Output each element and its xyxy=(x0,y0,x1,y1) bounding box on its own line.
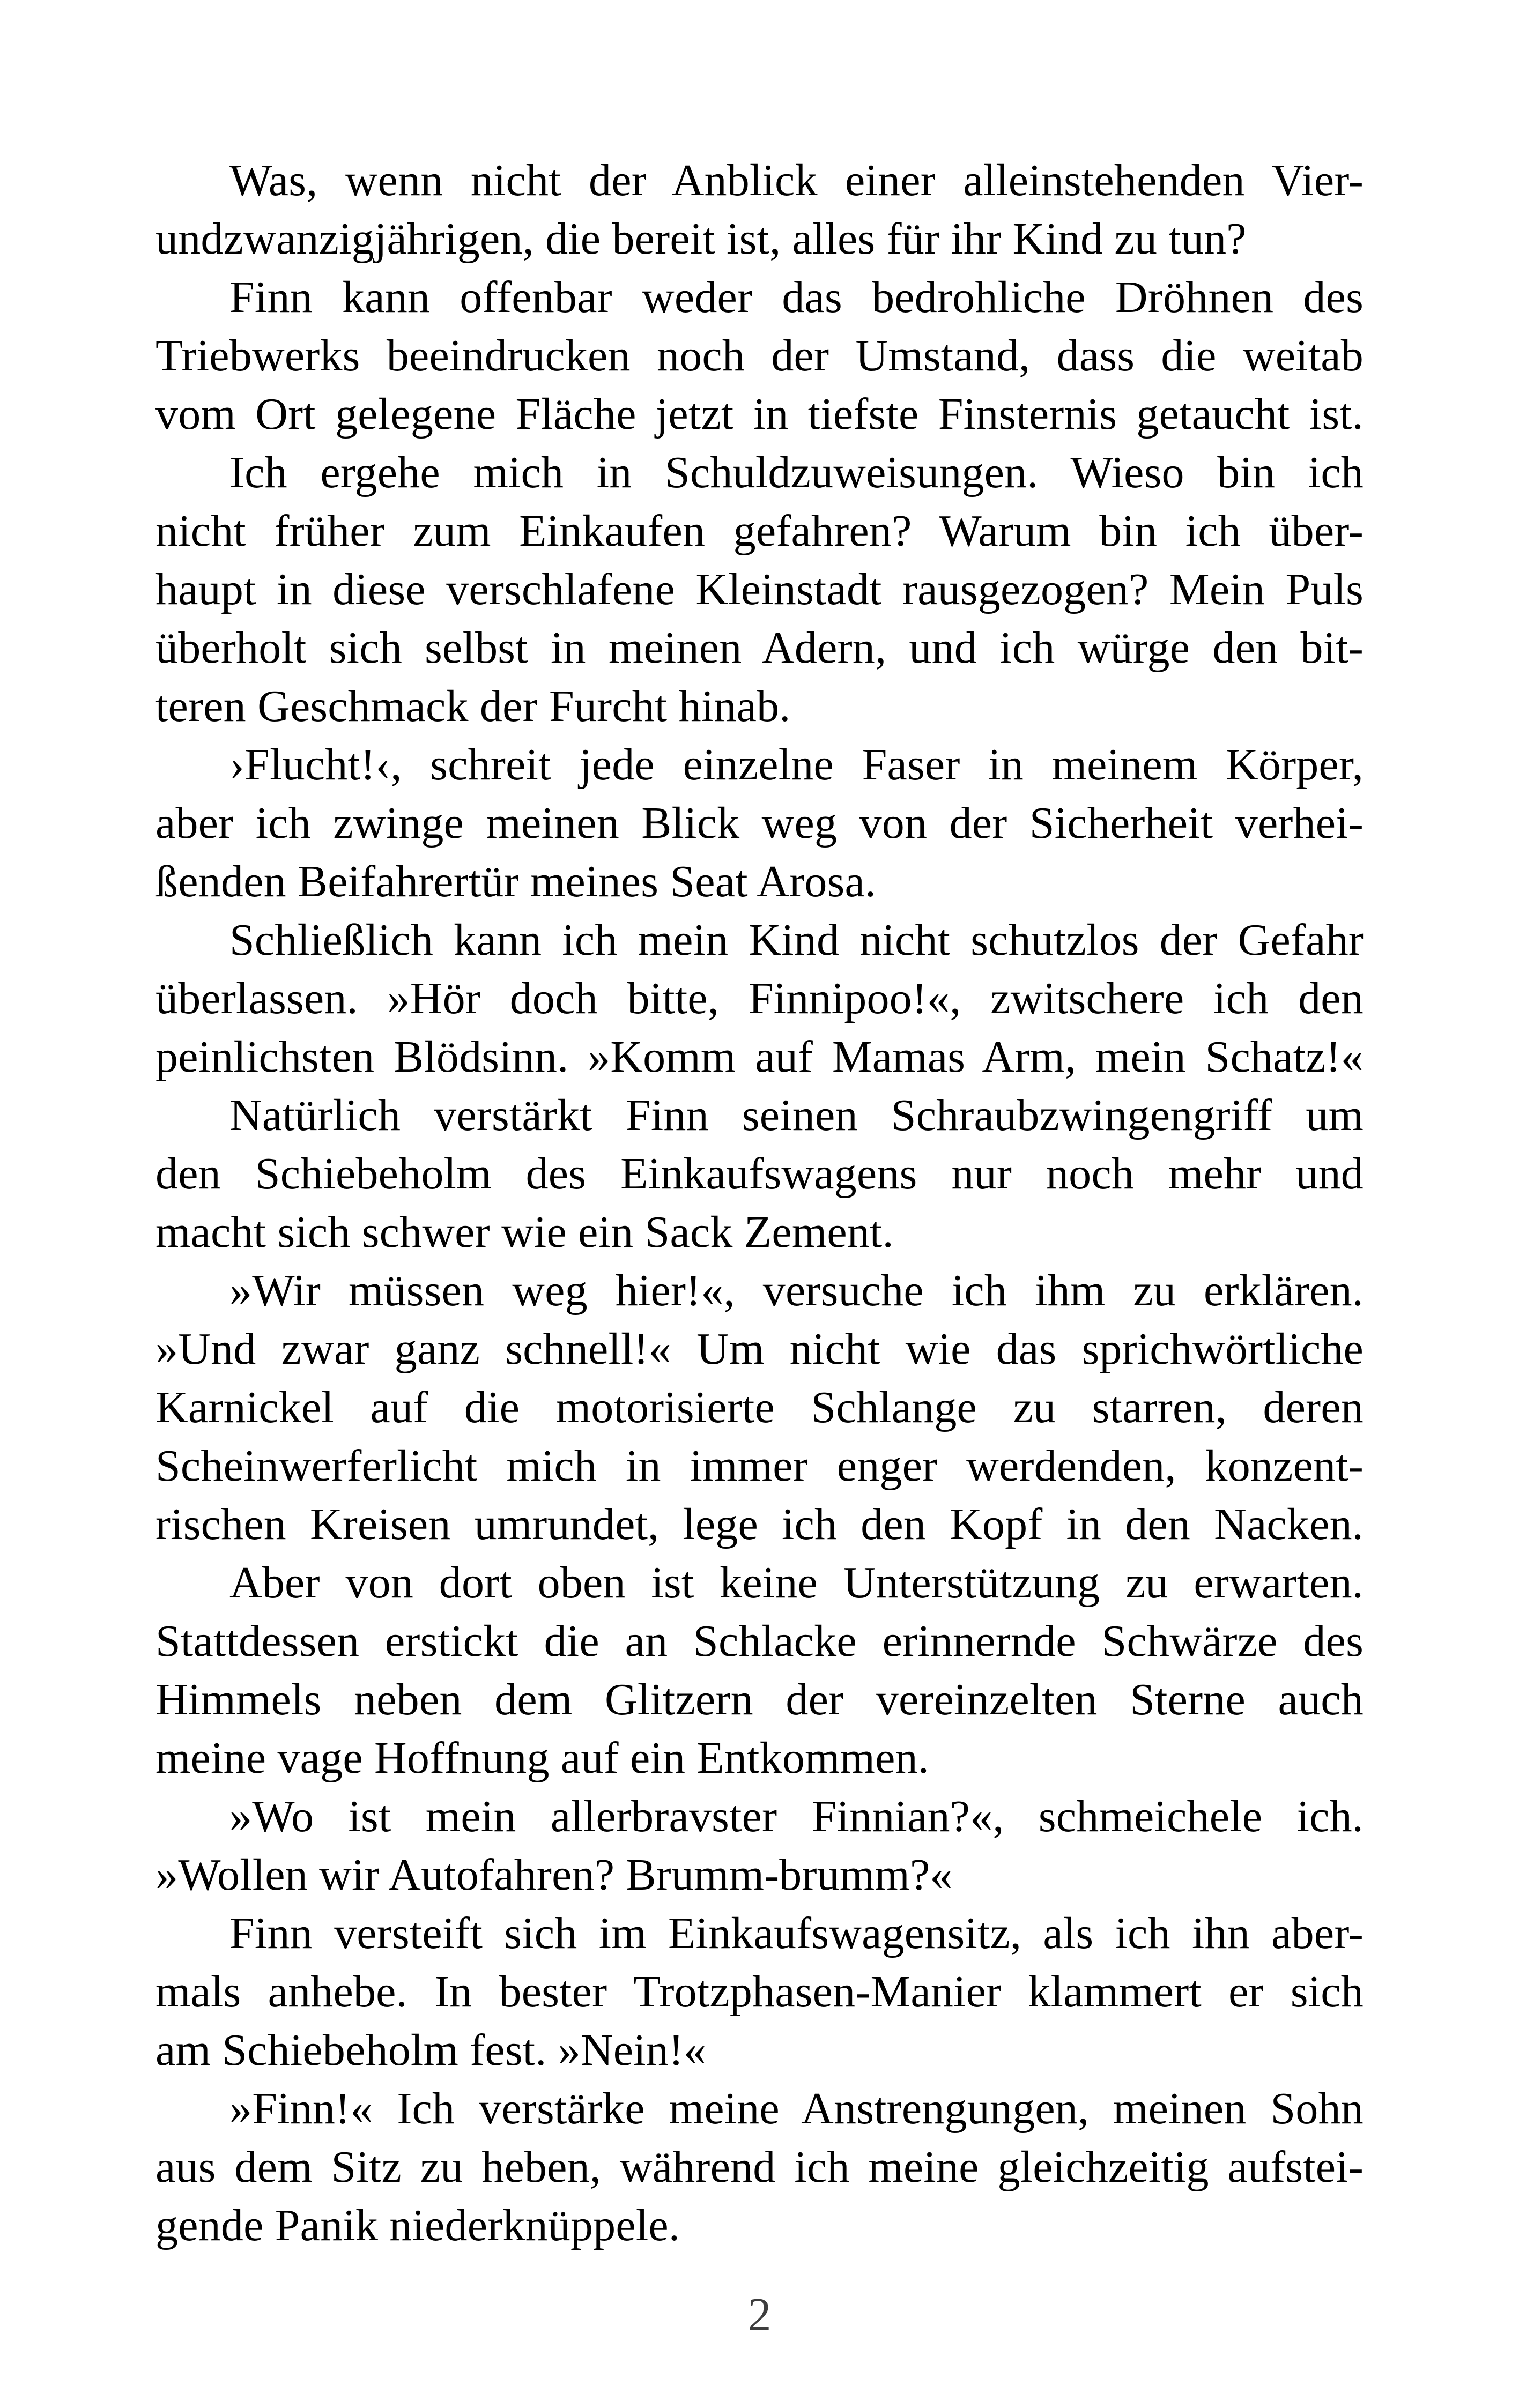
text-line: den Schiebeholm des Einkaufswagens nur noch mehr und xyxy=(155,1149,1364,1199)
paragraph xyxy=(155,2079,1364,2255)
text-line: rischen Kreisen umrundet, lege ich den Kopf in den Nacken. xyxy=(155,1499,1364,1549)
text-line: macht sich schwer wie ein Sack Zement. xyxy=(155,1207,894,1257)
text-line: Finn kann offenbar weder das bedrohliche Dröhnen des xyxy=(229,272,1364,322)
text-line: »Und zwar ganz schnell!« Um nicht wie das sprichwörtliche xyxy=(155,1324,1364,1374)
paragraph xyxy=(155,151,1364,268)
text-line: gende Panik niederknüppele. xyxy=(155,2201,680,2250)
page-text xyxy=(155,151,1364,2255)
paragraph xyxy=(155,268,1364,443)
text-line: undzwanzigjährigen, die bereit ist, alles für ihr Kind zu tun? xyxy=(155,214,1247,264)
text-line: Aber von dort oben ist keine Unterstützung zu erwarten. xyxy=(229,1558,1364,1608)
text-line: »Wir müssen weg hier!«, versuche ich ihm zu erklären. xyxy=(229,1266,1364,1316)
paragraph xyxy=(155,1554,1364,1787)
paragraph xyxy=(155,735,1364,911)
text-line: ›Flucht!‹, schreit jede einzelne Faser in meinem Körper, xyxy=(229,740,1364,790)
page-number: 2 xyxy=(747,2289,772,2341)
text-line: mals anhebe. In bester Trotzphasen-Manier klammert er sich xyxy=(155,1967,1364,2017)
text-line: Stattdessen erstickt die an Schlacke erinnernde Schwärze des xyxy=(155,1616,1364,1666)
text-line: haupt in diese verschlafene Kleinstadt rausgezogen? Mein Puls xyxy=(155,564,1364,614)
text-line: ßenden Beifahrertür meines Seat Arosa. xyxy=(155,857,877,906)
paragraph xyxy=(155,1086,1364,1261)
paragraph xyxy=(155,443,1364,735)
text-line: teren Geschmack der Furcht hinab. xyxy=(155,681,791,731)
text-line: aber ich zwinge meinen Blick weg von der Sicherheit verhei- xyxy=(155,798,1364,848)
text-line: Natürlich verstärkt Finn seinen Schraubzwingengriff um xyxy=(229,1090,1364,1140)
text-line: Was, wenn nicht der Anblick einer alleinstehenden Vier- xyxy=(229,155,1364,205)
paragraph xyxy=(155,911,1364,1086)
text-line: »Wo ist mein allerbravster Finnian?«, schmeichele ich. xyxy=(229,1792,1364,1841)
text-line: Scheinwerferlicht mich in immer enger werdenden, konzent- xyxy=(155,1441,1364,1491)
text-line: »Wollen wir Autofahren? Brumm-brumm?« xyxy=(155,1850,953,1900)
text-line: meine vage Hoffnung auf ein Entkommen. xyxy=(155,1733,929,1783)
text-line: vom Ort gelegene Fläche jetzt in tiefste Finsternis getaucht ist. xyxy=(155,389,1364,439)
paragraph xyxy=(155,1904,1364,2079)
text-line: Karnickel auf die motorisierte Schlange zu starren, deren xyxy=(155,1383,1364,1432)
text-line: überholt sich selbst in meinen Adern, und ich würge den bit- xyxy=(155,623,1364,673)
text-line: nicht früher zum Einkaufen gefahren? Warum bin ich über- xyxy=(155,506,1364,556)
paragraph xyxy=(155,1261,1364,1554)
text-line: peinlichsten Blödsinn. »Komm auf Mamas Arm, mein Schatz!« xyxy=(155,1032,1364,1082)
text-line: Schließlich kann ich mein Kind nicht schutzlos der Gefahr xyxy=(229,915,1364,965)
paragraph xyxy=(155,1787,1364,1904)
text-line: überlassen. »Hör doch bitte, Finnipoo!«, zwitschere ich den xyxy=(155,973,1364,1023)
text-line: am Schiebeholm fest. »Nein!« xyxy=(155,2025,707,2075)
text-line: Triebwerks beeindrucken noch der Umstand, dass die weitab xyxy=(155,331,1364,381)
text-line: »Finn!« Ich verstärke meine Anstrengungen, meinen Sohn xyxy=(229,2084,1364,2134)
text-line: Finn versteift sich im Einkaufswagensitz, als ich ihn aber- xyxy=(229,1908,1364,1958)
text-line: aus dem Sitz zu heben, während ich meine gleichzeitig aufstei- xyxy=(155,2142,1364,2192)
text-line: Himmels neben dem Glitzern der vereinzelten Sterne auch xyxy=(155,1675,1364,1725)
text-line: Ich ergehe mich in Schuldzuweisungen. Wieso bin ich xyxy=(229,448,1364,497)
